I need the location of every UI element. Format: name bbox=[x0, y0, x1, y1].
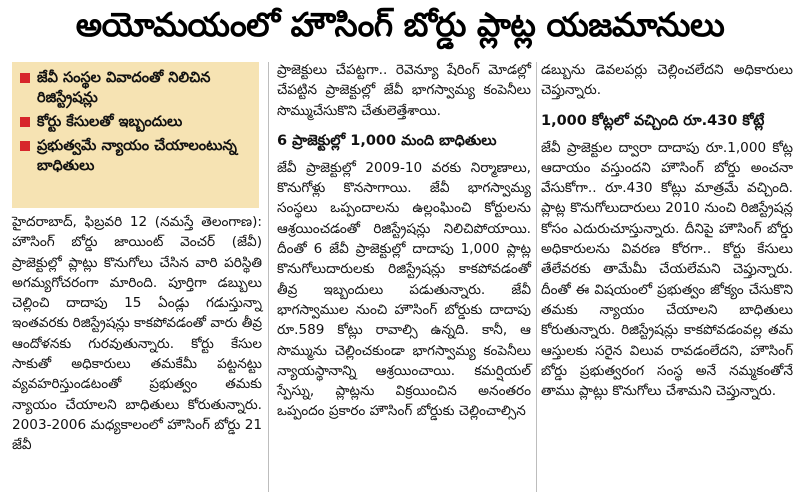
column-3-text-top: డబ్బును డెవలపర్లు చెల్లించలేదని అధికారులు చెప్తున్నారు. bbox=[541, 62, 793, 99]
highlight-item bbox=[20, 112, 253, 132]
column-3-text-bottom: జేవీ ప్రాజెక్టుల ద్వారా దాదాపు రూ.1,000 కోట్ల ఆదాయం వస్తుందని హౌసింగ్ బోర్డు అంచనా వేసుకోగా.. రూ.430 కోట్లు మాత్రమే వచ్చింది. ప్లాట్ల కొనుగోలుదారులు 2010 నుంచి రిజిస్ట్రేషన్ల కోసం ఎదురుచూస్తున్నారు. దీనిపై హౌసింగ్ బోర్డు అధికారులను వివరణ కోరగా.. కోర్టు కేసులు తేలేవరకు తామేమీ చేయలేమని చెప్తున్నారు. దీంతో ఈ విషయంలో ప్రభుత్వం జోక్యం చేసుకొని తమకు న్యాయం చేయాలని బాధితులు కోరుతున్నారు. రిజిస్ట్రేషన్లు కాకపోవడంవల్ల తమ ఆస్తులకు సరైన విలువ రావడంలేదని, హౌసింగ్ బోర్డు ప్రభుత్వరంగ సంస్థ అనే నమ్మకంతోనే తాము ప్లాట్లు కొనుగోలు చేశామని చెప్తున్నారు. bbox=[541, 139, 793, 400]
column-1-text: హైదరాబాద్, ఫిబ్రవరి 12 (నమస్తే తెలంగాణ): హౌసింగ్ బోర్డు జాయింట్ వెంచర్ (జేవీ) ప్రాజెక్టుల్లో ప్లాట్లు కొనుగోలు చేసిన వారి పరిస్థితి అగమ్యగోచరంగా మారింది. పూర్తిగా డబ్బులు చెల్లించి దాదాపు 15 ఏండ్లు గడుస్తున్నా ఇంతవరకు రిజిస్ట్రేషన్లు కాకపోవడంతో వారు తీవ్ర ఆందోళనకు గురవుతున్నారు. కోర్టు కేసుల సాకుతో అధికారులు తమకేమీ పట్టనట్టు వ్యవహరిస్తుండటంతో ప్రభుత్వం తమకు న్యాయం చేయాలని బాధితులు కోరుతున్నారు. 2003-2006 మధ్యకాలంలో హౌసింగ్ బోర్డు 21 జేవీ bbox=[12, 214, 263, 454]
highlight-text: జేవీ సంస్థల వివాదంతో నిలిచిన రిజిస్ట్రేషన్లు bbox=[37, 70, 211, 106]
column-2-text-top: ప్రాజెక్టులు చేపట్టగా.. రెవెన్యూ షేరింగ్ మోడల్లో చేపట్టిన ప్రాజెక్టుల్లో జేవీ భాగస్వామ్య కంపెనీలు సొమ్ముచేసుకొని చేతులెత్తేశాయి. bbox=[277, 62, 531, 119]
article-column-3 bbox=[541, 60, 793, 401]
square-bullet-icon bbox=[20, 117, 30, 127]
column-2-text-bottom: జేవీ ప్రాజెక్టుల్లో 2009-10 వరకు నిర్మాణాలు, కొనుగోళ్లు కొనసాగాయి. జేవీ భాగస్వామ్య సంస్థలు ఒప్పందాలను ఉల్లంఘించి కోర్టులను ఆశ్రయించడంతో రిజిస్ట్రేషన్లు నిలిచిపోయాయి. దీంతో 6 జేవీ ప్రాజెక్టుల్లో దాదాపు 1,000 ప్లాట్ల కొనుగోలుదారులకు రిజిస్ట్రేషన్లు కాకపోవడంతో తీవ్ర ఇబ్బందులు పడుతున్నారు. జేవీ భాగస్వాముల నుంచి హౌసింగ్ బోర్డుకు దాదాపు రూ.589 కోట్లు రావాల్సి ఉన్నది. కానీ, ఆ సొమ్మును చెల్లించకుండా భాగస్వామ్య కంపెనీలు న్యాయస్థానాన్ని ఆశ్రయించాయి. కమర్షియల్ స్పేస్ను, ప్లాట్లను విక్రయించిన అనంతరం ఒప్పందం ప్రకారం హౌసింగ్ బోర్డుకు చెల్లించాల్సిన bbox=[277, 159, 531, 420]
headline: అయోమయంలో హౌసింగ్ బోర్డు ప్లాట్ల యజమానులు bbox=[75, 4, 725, 44]
square-bullet-icon bbox=[20, 73, 30, 83]
highlight-text: ప్రభుత్వమే న్యాయం చేయాలంటున్న బాధితులు bbox=[37, 138, 237, 174]
article-column-1 bbox=[12, 212, 262, 456]
highlights-box bbox=[12, 62, 259, 208]
column-divider bbox=[536, 62, 537, 492]
highlight-text: కోర్టు కేసులతో ఇబ్బందులు bbox=[37, 114, 183, 130]
column-3-subhead: 1,000 కోట్లలో వచ్చింది రూ.430 కోట్లే bbox=[541, 112, 765, 129]
article-column-2 bbox=[277, 60, 531, 422]
square-bullet-icon bbox=[20, 141, 30, 151]
highlight-item bbox=[20, 68, 253, 108]
column-2-subhead: 6 ప్రాజెక్టుల్లో 1,000 మంది బాధితులు bbox=[277, 132, 497, 149]
column-divider bbox=[268, 62, 269, 492]
highlight-item bbox=[20, 136, 253, 176]
